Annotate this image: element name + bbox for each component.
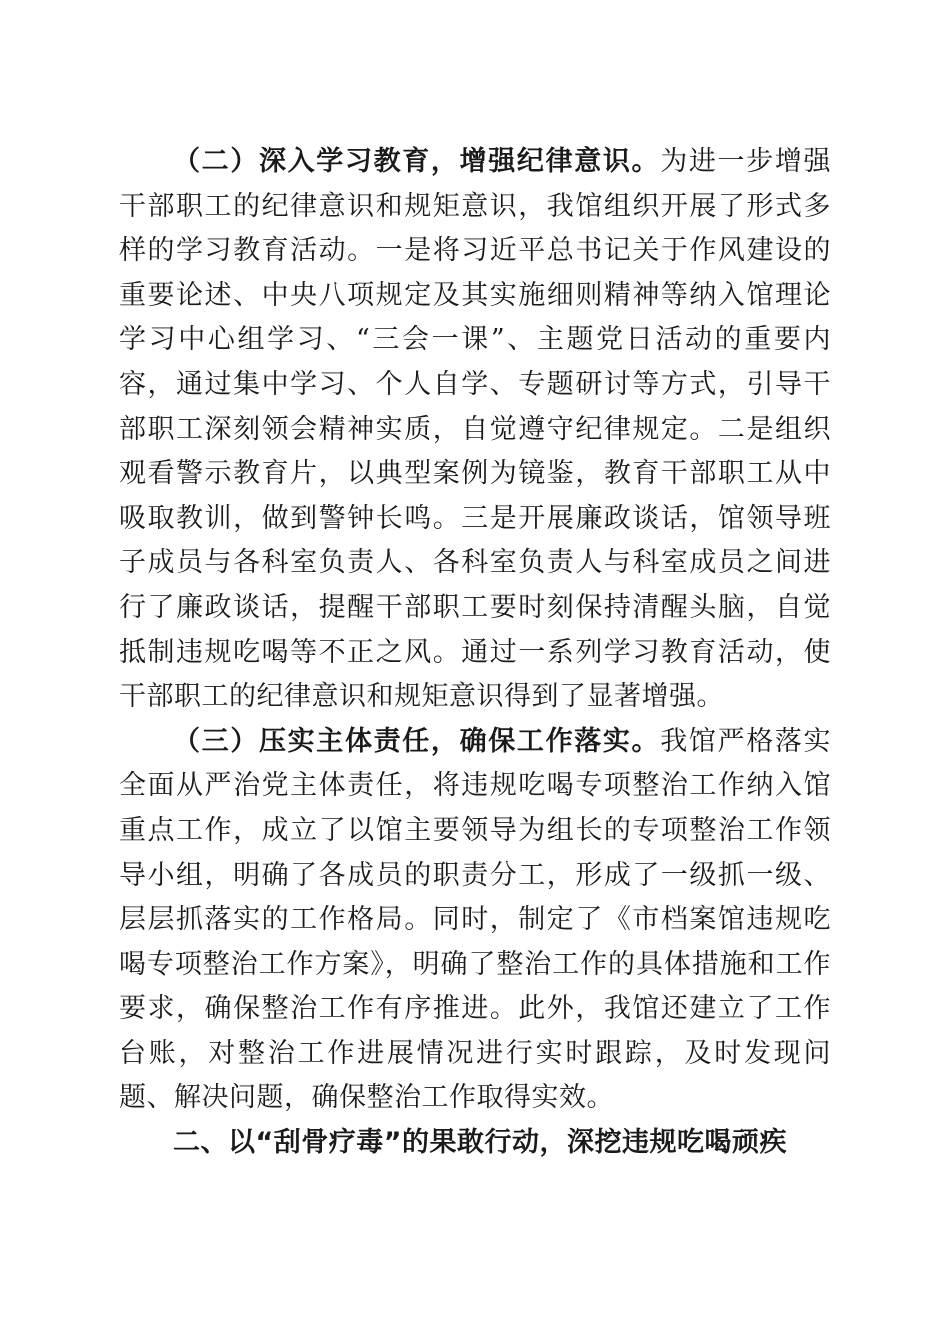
paragraph-lead: （三）压实主体责任，确保工作落实。 — [173, 725, 661, 757]
paragraph-study-education — [119, 140, 831, 720]
paragraph-body: 为进一步增强干部职工的纪律意识和规矩意识，我馆组织开展了形式多样的学习教育活动。一是将习近平总书记关于作风建设的重要论述、中央八项规定及其实施细则精神等纳入馆理论学习中心组学习、“三会一课”、主题党日活动的重要内容，通过集中学习、个人自学、专题研讨等方式，引导干部职工深刻领会精神实质，自觉遵守纪律规定。二是组织观看警示教育片，以典型案例为镜鉴，教育干部职工从中吸取教训，做到警钟长鸣。三是开展廉政谈话，馆领导班子成员与各科室负责人、各科室负责人与科室成员之间进行了廉政谈话，提醒干部职工要时刻保持清醒头脑，自觉抵制违规吃喝等不正之风。通过一系列学习教育活动，使干部职工的纪律意识和规矩意识得到了显著增强。 — [119, 146, 832, 713]
paragraph-responsibility — [119, 720, 831, 1121]
paragraph-body: 我馆严格落实全面从严治党主体责任，将违规吃喝专项整治工作纳入馆重点工作，成立了以馆主要领导为组长的专项整治工作领导小组，明确了各成员的职责分工，形成了一级抓一级、层层抓落实的工作格局。同时，制定了《市档案馆违规吃喝专项整治工作方案》，明确了整治工作的具体措施和工作要求，确保整治工作有序推进。此外，我馆还建立了工作台账，对整治工作进展情况进行实时跟踪，及时发现问题、解决问题，确保整治工作取得实效。 — [119, 725, 832, 1114]
document-body — [119, 140, 831, 1166]
paragraph-lead: （二）深入学习教育，增强纪律意识。 — [173, 146, 661, 177]
section-heading: 二、以“刮骨疗毒”的果敢行动，深挖违规吃喝顽疾 — [173, 1127, 787, 1159]
